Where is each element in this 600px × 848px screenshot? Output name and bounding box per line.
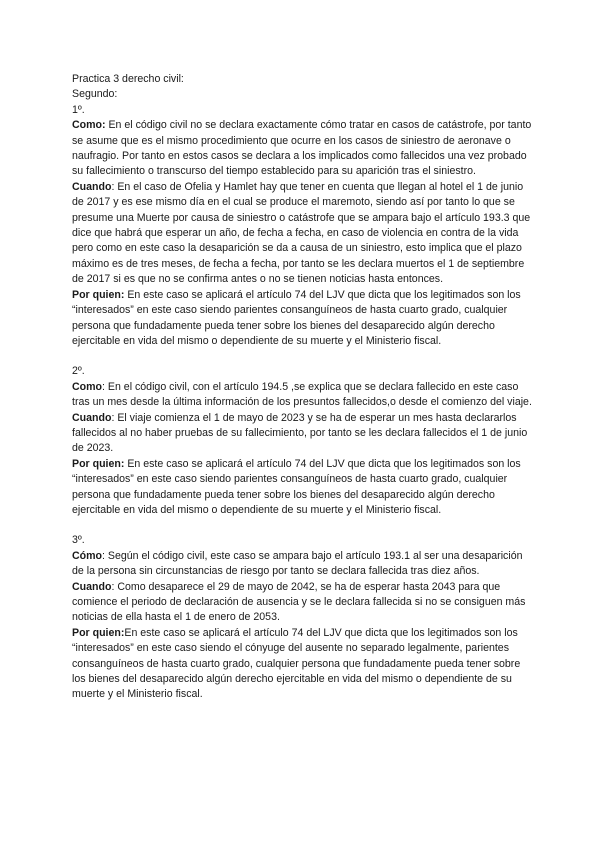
paragraph-text: En este caso se aplicará el artículo 74 del LJV que dicta que los legitimados son los “interesados” en este caso siendo parientes consanguíneos de hasta cuarto grado, cualquier persona que fundadamente pueda tener sobre los bienes del desaparecido algún derecho ejercitable en vida del mismo o dependiente de su muerte y el Ministerio fiscal. <box>72 457 521 516</box>
paragraph-text: : Según el código civil, este caso se ampara bajo el artículo 193.1 al ser una desaparición de la persona sin circunstancias de riesgo por tanto se declara fallecida tras diez años. <box>72 549 523 578</box>
paragraph-cuando <box>72 180 532 288</box>
paragraph-label: Por quien: <box>72 288 125 301</box>
section-2 <box>72 364 532 518</box>
paragraph-label: Por quien: <box>72 626 125 639</box>
paragraph-text: : En el caso de Ofelia y Hamlet hay que tener en cuenta que llegan al hotel el 1 de junio de 2017 y es ese mismo día en el cual se produce el maremoto, siendo así por tanto lo que se presume una Muerte por causa de siniestro o catástrofe que se ampara bajo el artículo 193.3 que dice que habrá que esperar un año, de fecha a fecha, en caso de violencia en contra de la vida pero como en este caso la desaparición se da a causa de un siniestro, esto implica que el plazo máximo es de tres meses, de fecha a fecha, por tanto se les declara muertos el 1 de septiembre de 2017 si es que no se confirma antes o no se tienen noticias hasta entonces. <box>72 180 531 286</box>
paragraph-label: Como: <box>72 119 106 132</box>
paragraph-por-quien <box>72 626 532 703</box>
paragraph-text: : El viaje comienza el 1 de mayo de 2023 y se ha de esperar un mes hasta declararlos fallecidos al no haber pruebas de su fallecimiento, por tanto se les declara fallecidos el 1 de junio de 2023. <box>72 411 528 455</box>
paragraph-label: Como <box>72 380 103 393</box>
paragraph-label: Por quien: <box>72 457 125 470</box>
paragraph-por-quien <box>72 457 532 519</box>
paragraph-como <box>72 549 532 580</box>
paragraph-por-quien <box>72 288 532 350</box>
paragraph-label: Cuando <box>72 180 112 193</box>
document-page <box>72 72 532 703</box>
paragraph-label: Cómo <box>72 549 103 562</box>
paragraph-cuando <box>72 411 532 457</box>
section-1 <box>72 103 532 350</box>
section-number: 1º. <box>72 103 85 116</box>
paragraph-text: En este caso se aplicará el artículo 74 del LJV que dicta que los legitimados son los “interesados” en este caso siendo parientes consanguíneos de hasta cuarto grado, cualquier persona que fundadamente pueda tener sobre los bienes del desaparecido algún derecho ejercitable en vida del mismo o dependiente de su muerte y el Ministerio fiscal. <box>72 288 521 347</box>
section-3 <box>72 533 532 702</box>
paragraph-text: En este caso se aplicará el artículo 74 del LJV que dicta que los legitimados son los “interesados” en este caso siendo el cónyuge del ausente no separado legalmente, parientes consanguíneos de hasta cuarto grado, cualquier persona que fundadamente pueda tener sobre los bienes del desaparecido algún derecho ejercitable en vida del mismo o dependiente de su muerte y el Ministerio fiscal. <box>72 626 521 701</box>
paragraph-label: Cuando <box>72 580 112 593</box>
paragraph-text: : En el código civil, con el artículo 194.5 ,se explica que se declara fallecido en este caso tras un mes desde la última información de los presuntos fallecidos,o desde el comienzo del viaje. <box>72 380 532 409</box>
paragraph-text: : Como desaparece el 29 de mayo de 2042, se ha de esperar hasta 2043 para que comience el periodo de declaración de ausencia y se le declara fallecida si no se consiguen más noticias de ella hasta el 1 de enero de 2053. <box>72 580 526 624</box>
section-number: 3º. <box>72 534 85 547</box>
paragraph-text: En el código civil no se declara exactamente cómo tratar en casos de catástrofe, por tanto se asume que es el mismo procedimiento que ocurre en los casos de siniestro de aeronave o naufragio. Por tanto en estos casos se declara a los implicados como fallecidos una vez probado su fallecimiento o transcurso del tiempo establecido para su aparición tras el siniestro. <box>72 119 532 178</box>
document-title: Practica 3 derecho civil: <box>72 73 184 85</box>
paragraph-cuando <box>72 580 532 626</box>
section-number: 2º. <box>72 365 85 378</box>
paragraph-label: Cuando <box>72 411 112 424</box>
document-subtitle: Segundo: <box>72 88 118 101</box>
paragraph-como <box>72 380 532 411</box>
paragraph-como <box>72 118 532 180</box>
